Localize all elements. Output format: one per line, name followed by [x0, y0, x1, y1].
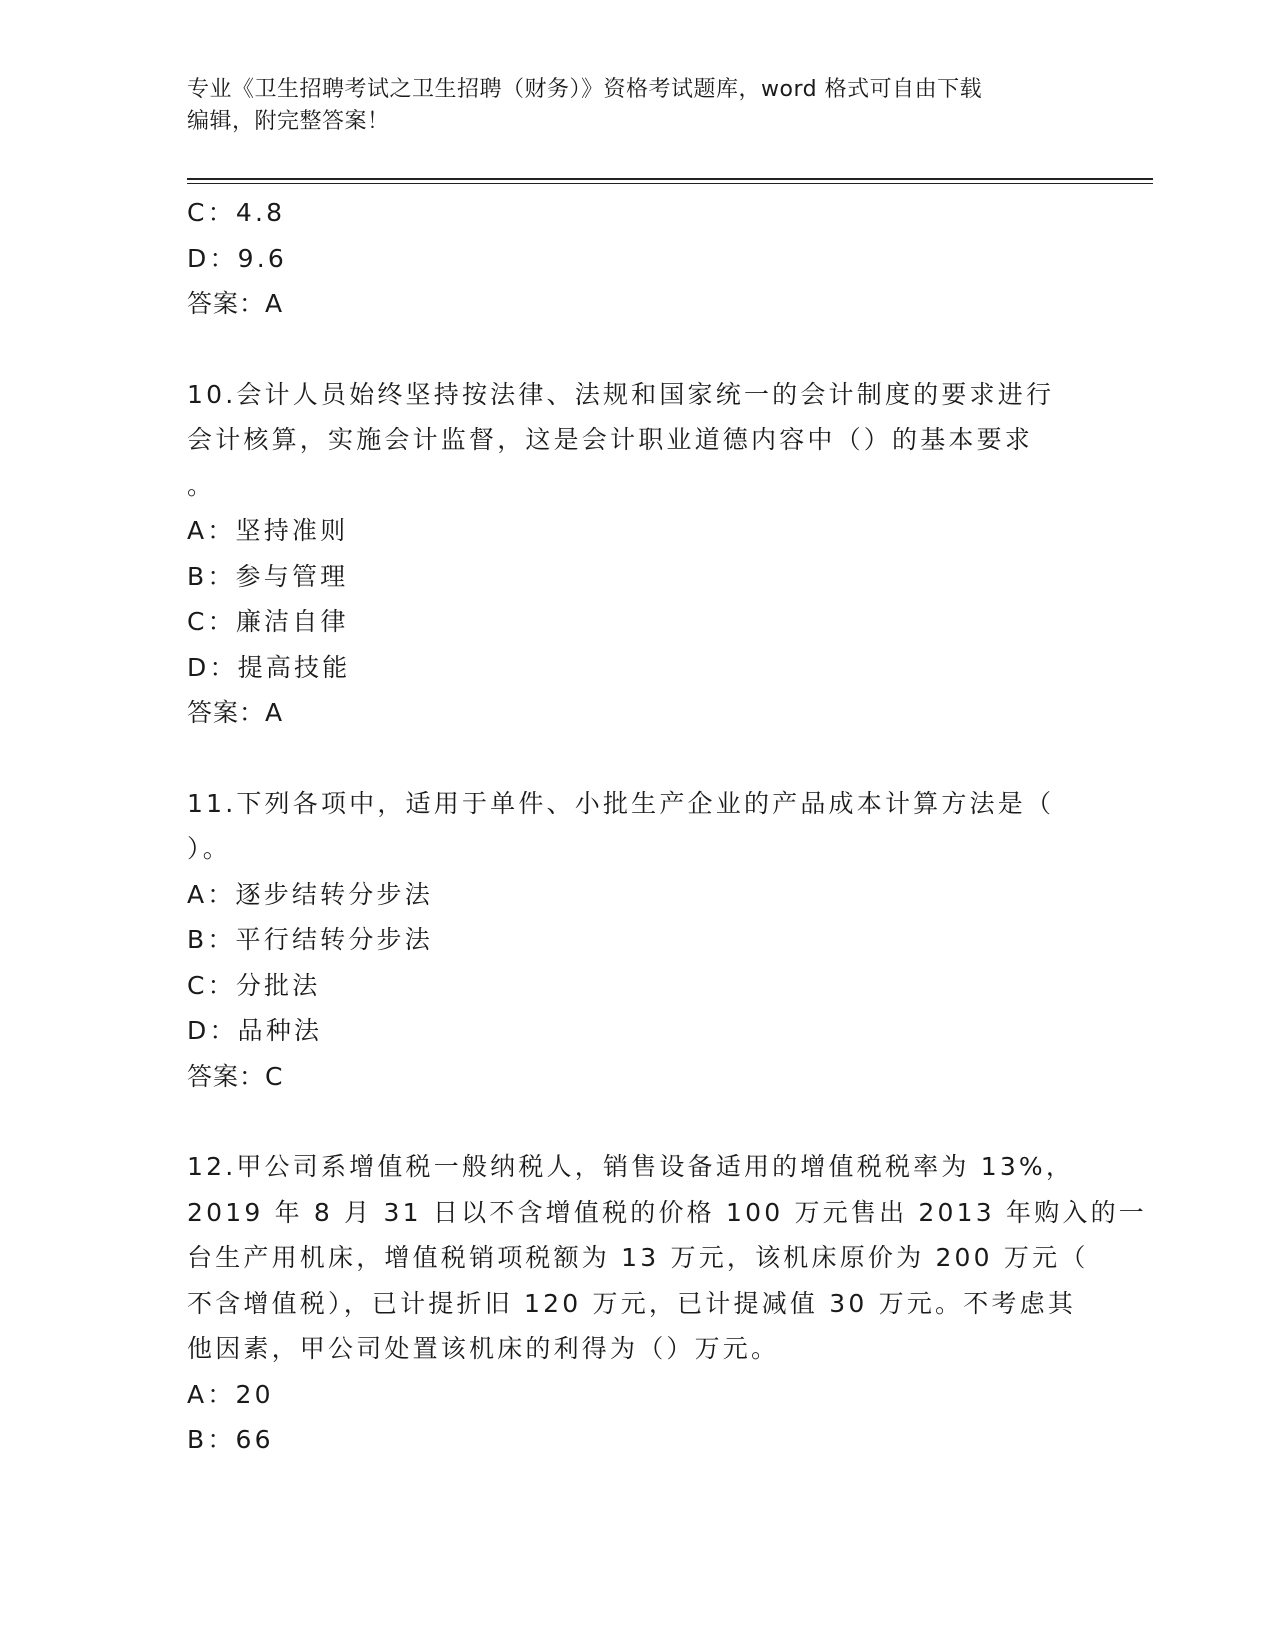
question-text-line: 11.下列各项中，适用于单件、小批生产企业的产品成本计算方法是（: [187, 788, 1055, 818]
header-line-1: 专业《卫生招聘考试之卫生招聘（财务）》资格考试题库，word 格式可自由下载: [187, 77, 983, 102]
question-9-continued: [187, 190, 1067, 327]
question-text-line: ）。: [187, 834, 231, 863]
question-text-line: 他因素，甲公司处置该机床的利得为（）万元。: [187, 1334, 780, 1363]
spacer: [187, 1099, 1067, 1144]
option-c: C：分批法: [187, 970, 321, 1000]
option-a: A：逐步结转分步法: [187, 879, 433, 909]
question-text-line: 。: [187, 470, 216, 500]
question-text-line: 台生产用机床，增值税销项税额为 13 万元，该机床原价为 200 万元（: [187, 1243, 1089, 1272]
question-text-line: 会计核算，实施会计监督，这是会计职业道德内容中（）的基本要求: [187, 425, 1034, 454]
option-a: A：坚持准则: [187, 516, 349, 545]
question-text-line: 10.会计人员始终坚持按法律、法规和国家统一的会计制度的要求进行: [187, 379, 1055, 409]
option-b: B：参与管理: [187, 561, 349, 591]
document-body: [187, 190, 1148, 1463]
option-c: C：4.8: [187, 198, 286, 227]
question-11: [187, 781, 1067, 1100]
question-text-line: 不含增值税），已计提折旧 120 万元，已计提减值 30 万元。不考虑其: [187, 1288, 1077, 1318]
header-line-2: 编辑，附完整答案！: [187, 109, 390, 134]
option-a: A：20: [187, 1379, 274, 1409]
answer-line: 答案：A: [187, 289, 284, 318]
option-b: B：66: [187, 1425, 274, 1454]
header-rule-thick: [187, 178, 1153, 180]
option-d: D：品种法: [187, 1016, 323, 1045]
spacer: [187, 736, 1067, 781]
spacer: [187, 327, 1067, 372]
header-rule-thin: [187, 183, 1153, 184]
question-10: [187, 372, 1067, 736]
option-d: D：提高技能: [187, 652, 351, 682]
option-b: B：平行结转分步法: [187, 925, 433, 954]
document-header: [187, 74, 1067, 138]
answer-line: 答案：C: [187, 1061, 284, 1091]
option-d: D：9.6: [187, 243, 288, 273]
question-text-line: 12.甲公司系增值税一般纳税人，销售设备适用的增值税税率为 13%，: [187, 1152, 1075, 1181]
question-text-line: 2019 年 8 月 31 日以不含增值税的价格 100 万元售出 2013 年购入的一: [187, 1197, 1148, 1227]
question-12: [187, 1144, 1148, 1463]
option-c: C：廉洁自律: [187, 607, 349, 636]
answer-line: 答案：A: [187, 698, 284, 727]
